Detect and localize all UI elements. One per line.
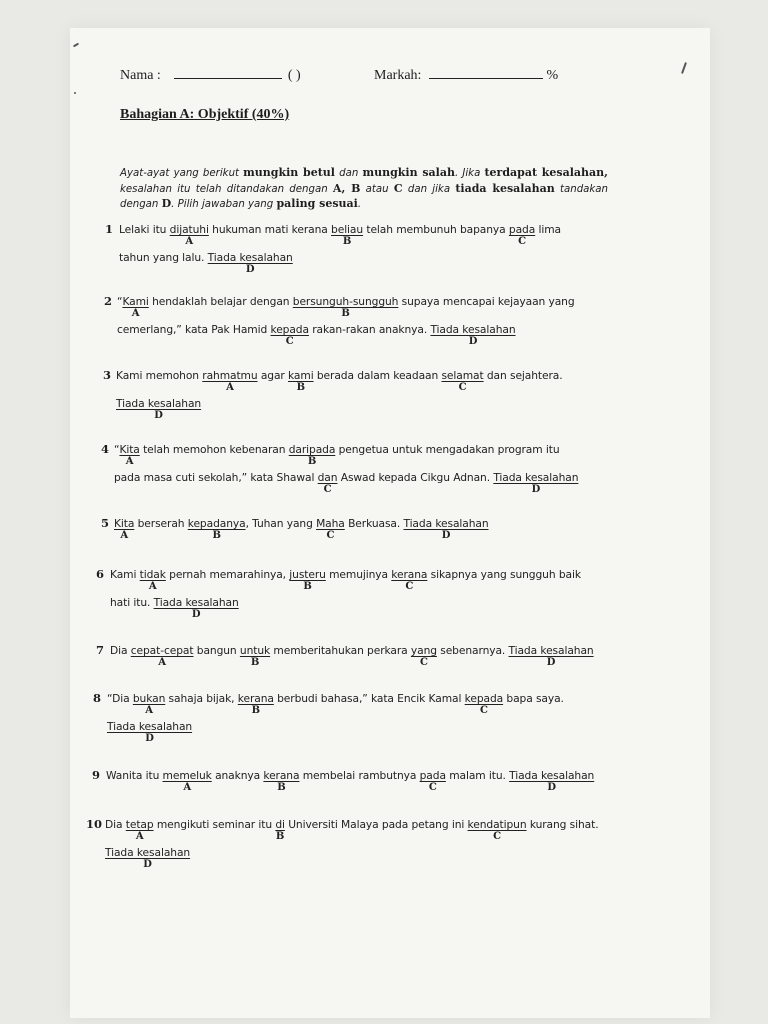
option-b-label: B (303, 581, 312, 592)
option-a-label: A (148, 581, 157, 592)
option-word-text: cepat-cepat (130, 644, 194, 657)
q-text: berbudi bahasa,” kata Encik Kamal (273, 692, 465, 705)
option-d-label: D (441, 530, 451, 541)
option-b-word[interactable] (275, 818, 285, 842)
option-c-label: C (458, 382, 467, 393)
question-3-line-2 (116, 397, 202, 421)
option-c-word[interactable] (270, 323, 309, 347)
option-d-word[interactable] (207, 251, 293, 275)
option-word-text: kerana (391, 568, 428, 581)
option-a-word[interactable] (169, 223, 209, 247)
option-d-label: D (154, 410, 163, 421)
option-word-text: Kita (119, 443, 140, 456)
option-c-word[interactable] (464, 692, 504, 716)
option-word-text: kendatipun (467, 818, 527, 831)
option-c-word[interactable] (410, 644, 437, 668)
q-text: Kami (110, 568, 140, 581)
name-label: Nama : (120, 68, 161, 83)
option-a-label: A (125, 456, 134, 467)
instr-text-6: dan jika (402, 183, 456, 195)
option-c-label: C (405, 581, 414, 592)
option-a-word[interactable] (202, 369, 258, 393)
instr-bold-4: A, B (332, 181, 361, 195)
marks-blank (429, 66, 543, 79)
option-word-text: kepadanya (187, 517, 246, 530)
option-word-text: untuk (239, 644, 271, 657)
q-text: Berkuasa. (344, 517, 404, 530)
question-4-line-2 (114, 471, 579, 495)
option-word-text: di (275, 818, 285, 831)
option-a-label: A (183, 782, 191, 793)
option-d-label: D (546, 657, 556, 668)
question-number: 9 (92, 768, 101, 782)
q-text: memujinya (325, 568, 392, 581)
option-c-label: C (323, 484, 332, 495)
option-b-word[interactable] (288, 443, 336, 467)
option-c-word[interactable] (317, 471, 338, 495)
question-number: 10 (86, 817, 103, 831)
option-c-label: C (428, 782, 437, 793)
instr-text-2: dan (334, 168, 363, 179)
instr-bold-6: tiada kesalahan (455, 181, 555, 195)
name-field (120, 66, 301, 84)
option-d-label: D (143, 859, 152, 870)
q-text: pernah memarahinya, (165, 568, 290, 581)
instructions (120, 166, 608, 213)
instr-bold-7: D (161, 197, 172, 210)
option-word-text: dijatuhi (169, 223, 209, 236)
option-word-text: kepada (270, 323, 309, 336)
option-b-word[interactable] (187, 517, 246, 541)
option-a-word[interactable] (130, 644, 194, 668)
option-word-text: Tiada kesalahan (207, 251, 293, 264)
option-c-word[interactable] (467, 818, 527, 842)
question-8-line-1 (107, 692, 564, 716)
q-text: supaya mencapai kejayaan yang (398, 295, 575, 308)
option-c-label: C (518, 236, 526, 247)
option-b-word[interactable] (237, 692, 274, 716)
option-d-word[interactable] (508, 644, 594, 668)
option-d-label: D (191, 609, 201, 620)
question-10-line-1 (105, 818, 599, 842)
option-d-label: D (468, 336, 478, 347)
q-text: bapa saya. (503, 692, 564, 705)
percent-sign: % (546, 68, 559, 83)
option-a-label: A (226, 382, 234, 393)
instr-text-1: Ayat-ayat yang berikut (120, 168, 244, 179)
option-b-label: B (275, 831, 285, 842)
option-word-text: yang (410, 644, 437, 657)
option-d-word[interactable] (116, 397, 202, 421)
option-word-text: Tiada kesalahan (430, 323, 516, 336)
option-a-word[interactable] (139, 568, 166, 592)
option-a-word[interactable] (162, 769, 212, 793)
option-word-text: bukan (132, 692, 166, 705)
question-9-line-1 (106, 769, 595, 793)
option-b-word[interactable] (289, 568, 326, 592)
question-1-line-1 (119, 223, 561, 247)
q-text: Wanita itu (106, 769, 163, 782)
question-6-line-1 (110, 568, 581, 592)
q-text: Dia (110, 644, 131, 657)
option-b-word[interactable] (263, 769, 300, 793)
option-c-word[interactable] (441, 369, 484, 393)
option-b-label: B (342, 236, 352, 247)
q-text: sahaja bijak, (165, 692, 238, 705)
option-d-word[interactable] (493, 471, 579, 495)
option-d-word[interactable] (105, 846, 191, 870)
option-word-text: kerana (263, 769, 300, 782)
option-word-text: pada (508, 223, 536, 236)
option-d-label: D (531, 484, 541, 495)
option-a-word[interactable] (125, 818, 154, 842)
q-text: Aswad kepada Cikgu Adnan. (337, 471, 494, 484)
option-a-label: A (145, 705, 153, 716)
question-number: 2 (104, 294, 113, 308)
q-text: hati itu. (110, 596, 154, 609)
option-word-text: Tiada kesalahan (107, 720, 193, 733)
option-word-text: tetap (125, 818, 154, 831)
option-word-text: kepada (464, 692, 504, 705)
option-a-word[interactable] (114, 517, 135, 541)
marks-label: Markah: (374, 68, 422, 83)
option-word-text: memeluk (162, 769, 212, 782)
question-7-line-1 (110, 644, 594, 668)
q-text: dan sejahtera. (483, 369, 563, 382)
name-blank (174, 66, 282, 79)
q-text: kurang sihat. (526, 818, 599, 831)
instr-bold-8: paling sesuai (276, 197, 358, 210)
q-text: memberitahukan perkara (270, 644, 411, 657)
option-d-label: D (245, 264, 255, 275)
question-number: 4 (101, 442, 110, 456)
option-b-word[interactable] (288, 369, 314, 393)
q-text: telah memohon kebenaran (139, 443, 289, 456)
instr-bold-3: terdapat kesalahan, (484, 166, 609, 179)
q-text: berada dalam keadaan (313, 369, 442, 382)
option-b-word[interactable] (292, 295, 399, 319)
instr-text-5: atau (360, 183, 394, 195)
question-3-line-1 (116, 369, 563, 393)
question-2-line-1 (117, 295, 575, 319)
option-word-text: selamat (441, 369, 484, 382)
option-a-label: A (135, 831, 144, 842)
option-c-label: C (493, 831, 501, 842)
q-text: hukuman mati kerana (208, 223, 332, 236)
option-c-word[interactable] (419, 769, 446, 793)
option-c-label: C (326, 530, 335, 541)
option-word-text: Tiada kesalahan (493, 471, 579, 484)
option-word-text: Tiada kesalahan (116, 397, 202, 410)
option-word-text: pada (419, 769, 446, 782)
instr-text-9: . (357, 199, 362, 210)
q-text: Kami memohon (116, 369, 203, 382)
instr-bold-5: C (393, 181, 403, 195)
q-text: berserah (134, 517, 188, 530)
q-text: tahun yang lalu. (119, 251, 208, 264)
q-text: pada masa cuti sekolah,” kata Shawal (114, 471, 318, 484)
option-c-label: C (285, 336, 294, 347)
option-d-word[interactable] (107, 720, 193, 744)
option-c-word[interactable] (316, 517, 345, 541)
option-word-text: Tiada kesalahan (509, 769, 595, 782)
question-6-line-2 (110, 596, 239, 620)
q-text: mengikuti seminar itu (153, 818, 276, 831)
class-number-parentheses: ( ) (287, 68, 301, 83)
option-a-word[interactable] (119, 443, 140, 467)
option-word-text: beliau (331, 223, 364, 236)
question-5-line-1 (114, 517, 489, 541)
option-word-text: rahmatmu (202, 369, 258, 382)
instr-text-7: tandakan dengan (120, 183, 608, 210)
section-title: Bahagian A: Objektif (40%) (120, 107, 290, 122)
instr-text-3: . Jika (454, 168, 485, 179)
question-4-line-1 (114, 443, 560, 467)
q-text: sikapnya yang sungguh baik (427, 568, 581, 581)
q-text: , Tuhan yang (245, 517, 317, 530)
option-word-text: dan (317, 471, 338, 484)
question-number: 1 (105, 222, 114, 236)
marks-field (374, 66, 558, 84)
instr-text-4: kesalahan itu telah ditandakan dengan (120, 183, 333, 195)
scan-mark (74, 92, 76, 94)
q-text: bangun (193, 644, 240, 657)
question-10-line-2 (105, 846, 191, 870)
instr-bold-2: mungkin salah (362, 166, 455, 179)
option-b-label: B (296, 382, 305, 393)
option-word-text: tidak (139, 568, 166, 581)
q-text: agar (257, 369, 289, 382)
option-b-word[interactable] (331, 223, 364, 247)
option-a-label: A (158, 657, 166, 668)
option-b-word[interactable] (239, 644, 271, 668)
q-text: malam itu. (445, 769, 510, 782)
q-text: cemerlang,” kata Pak Hamid (117, 323, 271, 336)
q-text: rakan-rakan anaknya. (308, 323, 431, 336)
q-text: Lelaki itu (119, 223, 170, 236)
question-number: 5 (101, 516, 110, 530)
option-word-text: kami (288, 369, 314, 382)
option-word-text: Tiada kesalahan (403, 517, 489, 530)
option-c-word[interactable] (391, 568, 428, 592)
option-word-text: justeru (289, 568, 326, 581)
q-text: anaknya (211, 769, 264, 782)
option-b-label: B (251, 705, 260, 716)
q-text: Dia (105, 818, 126, 831)
option-b-label: B (212, 530, 221, 541)
q-text: Universiti Malaya pada petang ini (284, 818, 468, 831)
option-a-word[interactable] (132, 692, 166, 716)
option-word-text: Maha (316, 517, 345, 530)
option-b-label: B (341, 308, 350, 319)
question-number: 6 (96, 567, 105, 581)
q-text: lima (535, 223, 561, 236)
option-d-word[interactable] (153, 596, 239, 620)
q-text: telah membunuh bapanya (363, 223, 509, 236)
q-text: “Dia (107, 692, 133, 705)
option-word-text: kerana (237, 692, 274, 705)
q-text: membelai rambutnya (299, 769, 420, 782)
option-c-label: C (479, 705, 488, 716)
option-b-label: B (250, 657, 260, 668)
q-text: “ (117, 295, 123, 308)
option-d-word[interactable] (430, 323, 516, 347)
option-word-text: Kita (114, 517, 135, 530)
option-a-label: A (120, 530, 128, 541)
option-b-label: B (277, 782, 286, 793)
instr-text-8: . Pilih jawaban yang (171, 199, 277, 210)
q-text: pengetua untuk mengadakan program itu (335, 443, 560, 456)
option-b-label: B (307, 456, 317, 467)
option-word-text: Kami (122, 295, 149, 308)
question-number: 8 (93, 691, 102, 705)
question-number: 3 (103, 368, 112, 382)
option-d-label: D (547, 782, 556, 793)
option-word-text: Tiada kesalahan (105, 846, 191, 859)
q-text: “ (114, 443, 120, 456)
q-text: sebenarnya. (436, 644, 509, 657)
option-word-text: bersunguh-sungguh (292, 295, 399, 308)
option-a-word[interactable] (122, 295, 149, 319)
option-c-label: C (419, 657, 428, 668)
q-text: hendaklah belajar dengan (148, 295, 293, 308)
instr-bold-1: mungkin betul (243, 166, 335, 179)
option-d-label: D (145, 733, 154, 744)
question-number: 7 (96, 643, 105, 657)
option-word-text: Tiada kesalahan (508, 644, 594, 657)
option-d-word[interactable] (509, 769, 595, 793)
question-2-line-2 (117, 323, 516, 347)
option-word-text: Tiada kesalahan (153, 596, 239, 609)
question-8-line-2 (107, 720, 193, 744)
option-word-text: daripada (288, 443, 336, 456)
option-a-label: A (185, 236, 194, 247)
option-d-word[interactable] (403, 517, 489, 541)
question-1-line-2 (119, 251, 293, 275)
option-c-word[interactable] (508, 223, 536, 247)
option-a-label: A (131, 308, 140, 319)
